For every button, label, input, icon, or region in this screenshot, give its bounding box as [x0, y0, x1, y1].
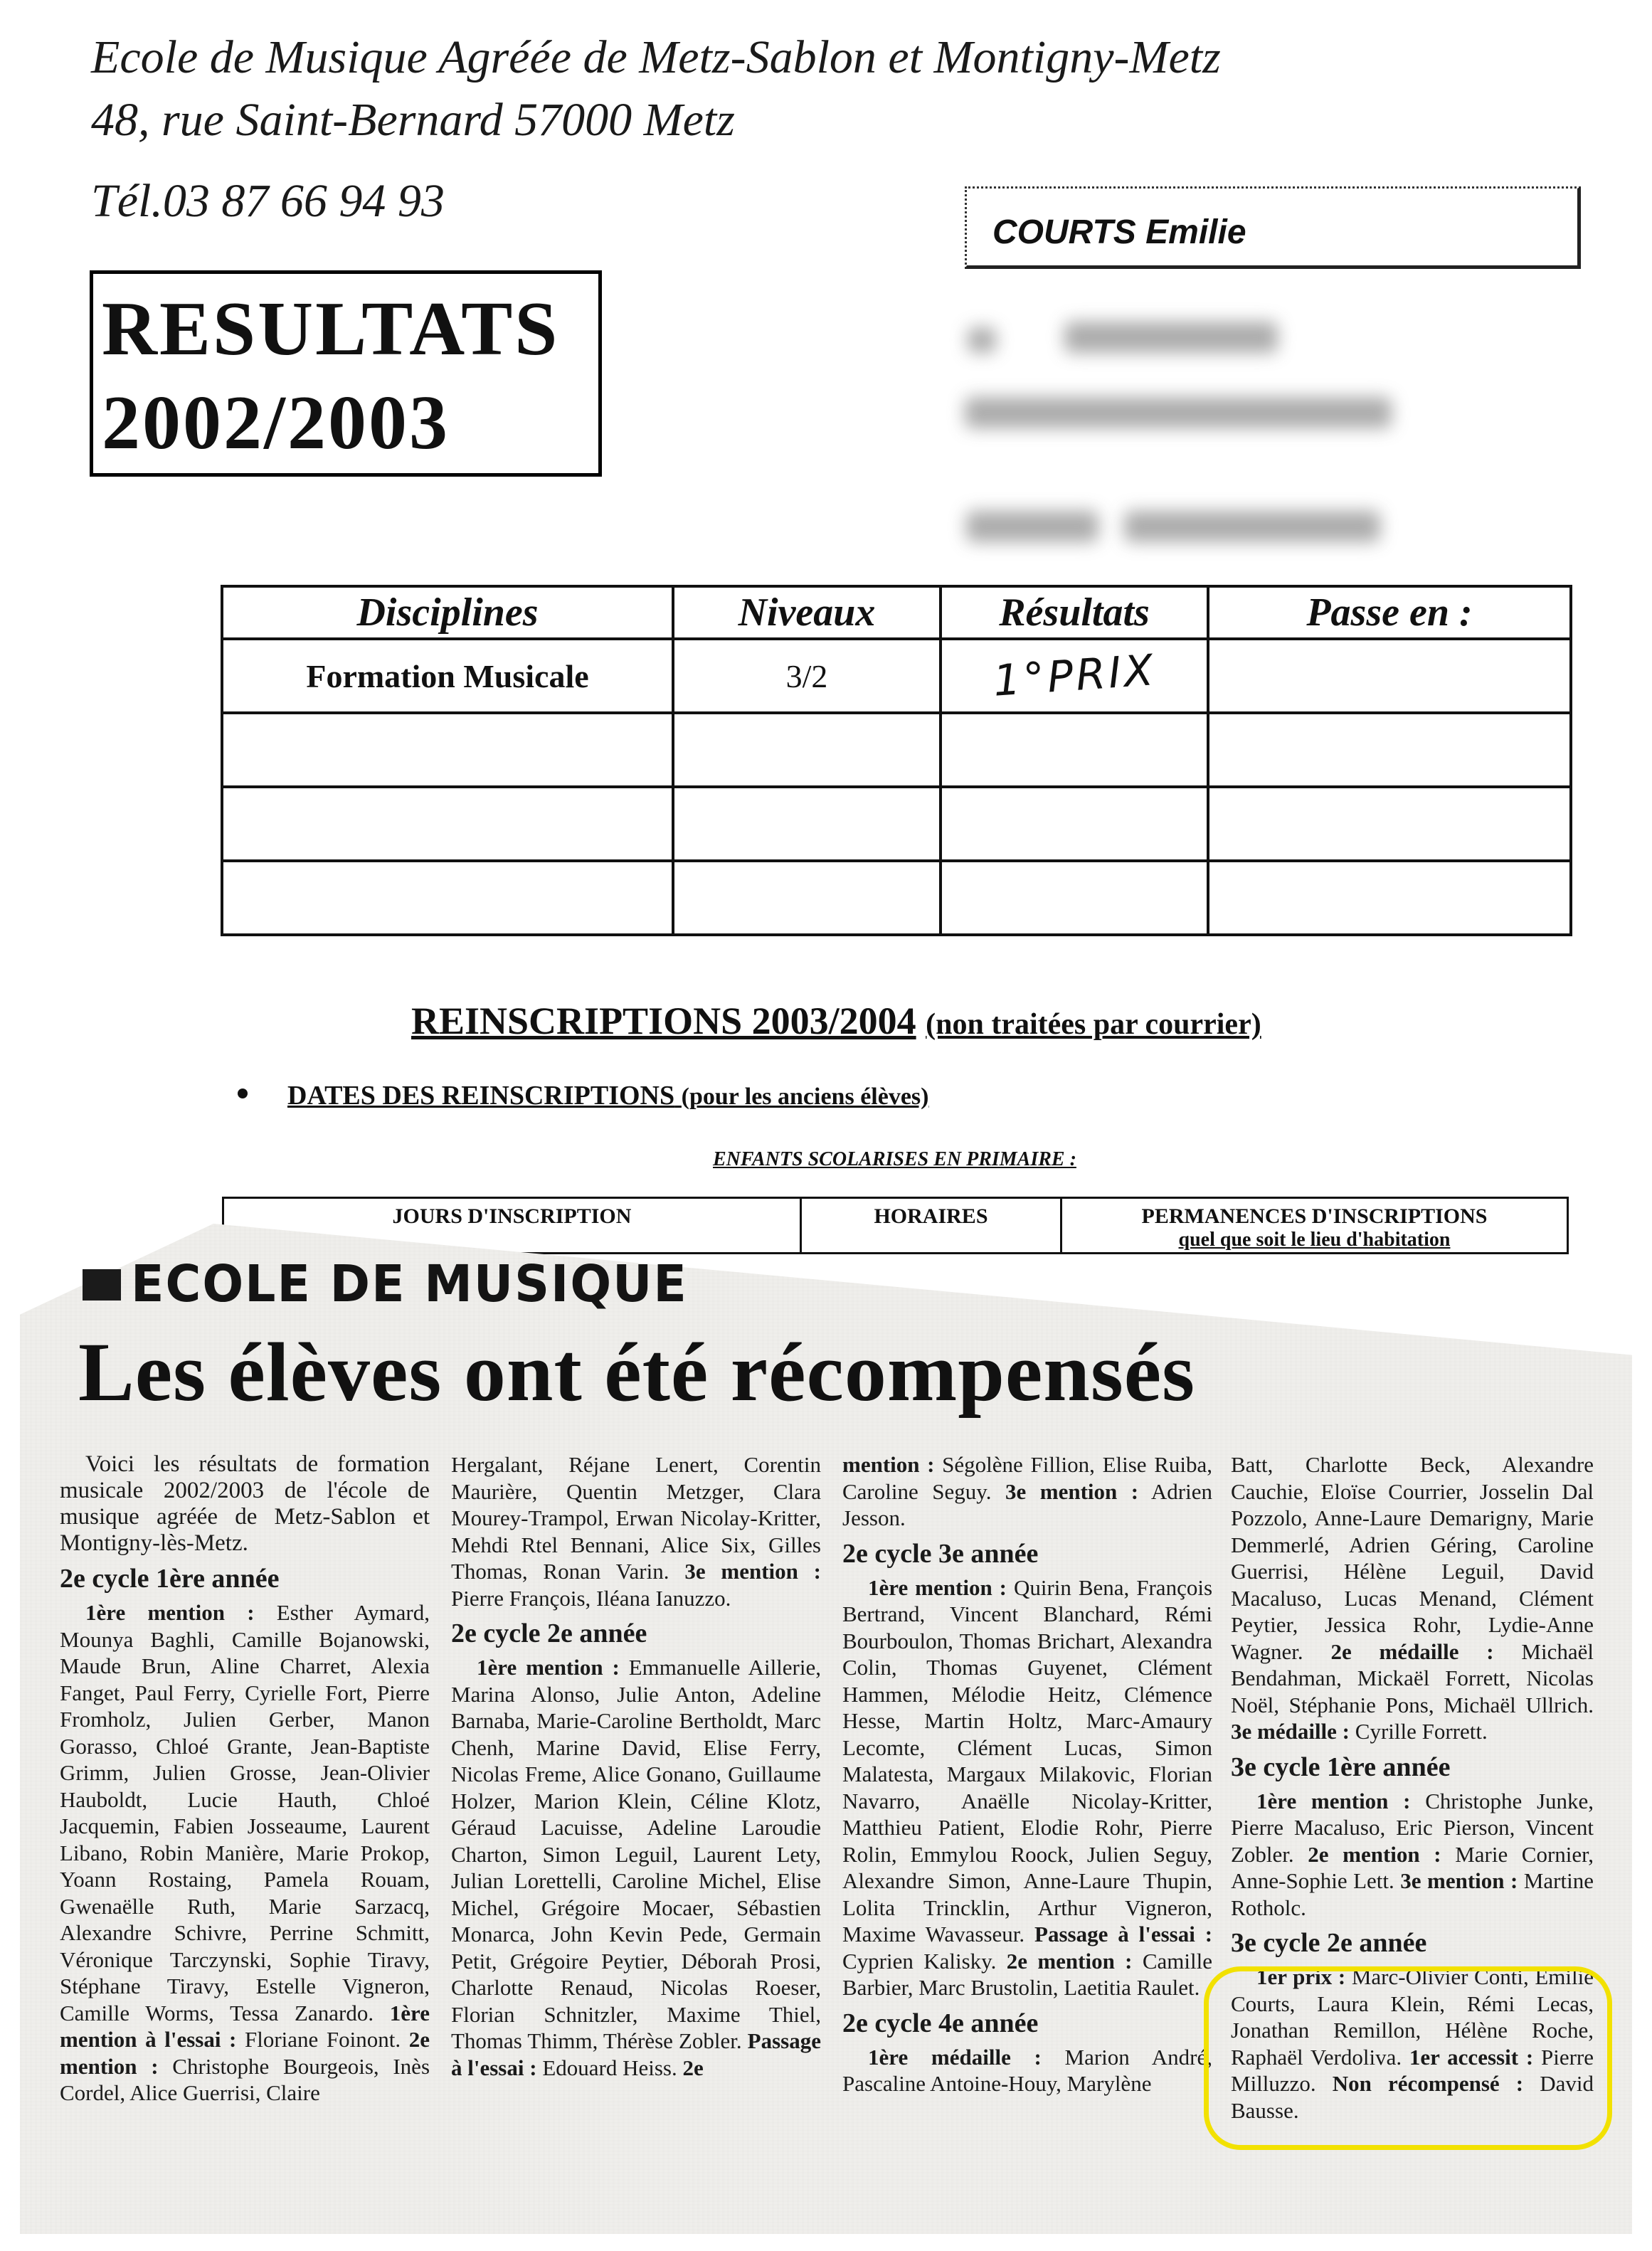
award-label: 1er prix :	[1256, 1964, 1346, 1989]
award-label: 2e mention :	[1308, 1841, 1441, 1867]
cell	[222, 787, 673, 861]
article-paragraph	[60, 1599, 430, 2107]
school-name: Ecole de Musique Agréée de Metz-Sablon et Montigny-Metz	[91, 31, 1221, 83]
article-paragraph	[842, 1451, 1212, 1532]
cell	[1208, 787, 1571, 861]
award-names: Marion André, Pascaline Antoine-Houy, Marylène	[842, 2044, 1212, 2096]
award-names: Batt, Charlotte Beck, Alexandre Cauchie, Eloïse Courrier, Josselin Dal Pozzolo, Anne-Laure Demarigny, Marie Demmerlé, Adrien Géring, Caroline Guerrisi, Hélène Leguil, David Macaluso, Lucas Menand, Clément Peytier, Jessica Rohr, Lydie-Anne Wagner.	[1231, 1452, 1594, 1664]
cell	[941, 787, 1208, 861]
award-names: Ségolène Fillion, Elise Ruiba, Caroline Seguy.	[842, 1452, 1213, 1504]
cell	[941, 861, 1208, 935]
header-permanences	[1061, 1198, 1568, 1254]
cell-discipline: Formation Musicale	[222, 639, 673, 713]
award-names: Adrien Jesson.	[842, 1478, 1213, 1530]
results-table	[221, 585, 1572, 936]
dates-reinscriptions	[287, 1080, 928, 1111]
award-names: Pierre François, Iléana Ianuzzo.	[451, 1585, 731, 1611]
results-header-row	[222, 586, 1571, 639]
article-paragraph	[1231, 1451, 1594, 1745]
award-label: 3e médaille :	[1231, 1719, 1350, 1744]
header-passe-en: Passe en :	[1208, 586, 1571, 639]
award-names: Emmanuelle Aillerie, Marina Alonso, Julie Anton, Adeline Barnaba, Marie-Caroline Bertholdt, Marc Chenh, Marine David, Elise Ferry, Nicolas Freme, Alice Gonano, Guillaume Holzer, Marion Klein, Céline Klotz, Géraud Lacuisse, Adeline Laroudie Charton, Simon Leguil, Laurent Lety, Julian Lorettelli, Caroline Michel, Elise Michel, Grégoire Mocaer, Sébastien Monarca, John Kevin Pede, Germain Petit, Grégoire Peytier, Déborah Prosi, Charlotte Renaud, Nicolas Roeser, Florian Schnitzler, Maxime Thiel, Thomas Thimm, Thérèse Zobler.	[451, 1655, 821, 2053]
cell	[1208, 713, 1571, 787]
award-names: Cyrille Forrett.	[1355, 1719, 1488, 1744]
award-label: 2e mention :	[1006, 1948, 1133, 1974]
highlight-circle	[1204, 1966, 1612, 2150]
award-label: 2e	[682, 2055, 704, 2080]
award-label: 1ère mention :	[477, 1655, 620, 1680]
dates-label: DATES DES REINSCRIPTIONS	[287, 1081, 675, 1111]
section-heading: 3e cycle 2e année	[1231, 1928, 1427, 1958]
award-names: Christophe Junke, Pierre Macaluso, Eric Pierson, Vincent Zobler.	[1231, 1788, 1594, 1867]
award-label: 1ère mention :	[1256, 1788, 1411, 1813]
article-paragraph	[1231, 1788, 1594, 1922]
bullet-icon	[238, 1089, 248, 1098]
article-column-2	[451, 1451, 821, 2081]
cell	[1208, 861, 1571, 935]
award-names: Marie Cornier, Anne-Sophie Lett.	[1231, 1841, 1594, 1893]
award-label: 1ère mention :	[85, 1600, 255, 1625]
results-title-box	[90, 270, 602, 477]
award-names: Christophe Bourgeois, Inès Cordel, Alice Guerrisi, Claire	[60, 2053, 430, 2105]
award-names: David Bausse.	[1231, 2071, 1594, 2123]
award-names: Michaël Bendahman, Mickaël Forrett, Nicolas Noël, Stéphanie Pons, Michaël Ullrich.	[1231, 1638, 1594, 1717]
award-label: Passage à l'essai :	[451, 2028, 821, 2080]
section-heading: 3e cycle 1ère année	[1231, 1752, 1451, 1782]
title-results: RESULTATS	[102, 287, 560, 371]
header-jours: JOURS D'INSCRIPTION	[223, 1198, 801, 1254]
reinscriptions-title	[411, 999, 1261, 1043]
article-headline: Les élèves ont été récompensés	[78, 1325, 1196, 1419]
award-names: Camille Barbier, Marc Brustolin, Laetitia Raulet.	[842, 1948, 1212, 2000]
student-name-box	[965, 186, 1581, 269]
header-niveaux: Niveaux	[673, 586, 941, 639]
award-names: Edouard Heiss.	[542, 2055, 677, 2080]
award-names: Quirin Bena, François Bertrand, Vincent Blanchard, Rémi Bourboulon, Thomas Brichart, Alexandra Colin, Thomas Guyenet, Clément Hammen, Mélodie Heitz, Clémence Hesse, Martin Holtz, Marc-Amaury Lecomte, Clément Lucas, Simon Malatesta, Margaux Milakovic, Florian Navarro, Anaëlle Nicolay-Kritter, Matthieu Patient, Elodie Rohr, Pierre Rolin, Emmylou Roock, Julien Seguy, Alexandre Simon, Anne-Laure Thupin, Lolita Trincklin, Arthur Vigneron, Maxime Wavasseur.	[842, 1574, 1213, 1947]
article-column-1	[60, 1451, 430, 2107]
enfants-label: ENFANTS SCOLARISES EN PRIMAIRE :	[713, 1148, 1076, 1170]
redacted-city	[1124, 511, 1380, 542]
award-label: Passage à l'essai :	[1034, 1922, 1213, 1947]
redacted-postcode	[966, 511, 1098, 542]
award-label: 1ère mention à l'essai :	[60, 2000, 430, 2052]
award-names: Esther Aymard, Mounya Baghli, Camille Bojanowski, Maude Brun, Aline Charret, Alexia Fanget, Paul Ferry, Cyrielle Fort, Pierre Fromholz, Julien Gerber, Manon Gorasso, Chloé Grante, Jean-Baptiste Grimm, Julien Grosse, Jean-Olivier Hauboldt, Lucie Hauth, Chloé Jacquemin, Fabien Josseaume, Laurent Libano, Robin Manière, Marie Prokop, Yoann Rostaing, Pamela Rouam, Gwenaëlle Ruth, Marie Sarzacq, Alexandre Schivre, Perrine Schmitt, Véronique Tarczynski, Sophie Tiravy, Stéphane Tiravy, Estelle Vigneron, Camille Worms, Tessa Zanardo.	[60, 1600, 430, 2025]
section-heading: 2e cycle 3e année	[842, 1538, 1039, 1569]
section-heading: 2e cycle 4e année	[842, 2008, 1039, 2038]
award-names: Cyprien Kalisky.	[842, 1948, 997, 1974]
article-paragraph	[842, 1574, 1212, 2001]
dates-note: (pour les anciens élèves)	[681, 1084, 929, 1110]
article-paragraph	[451, 1451, 821, 1611]
cell-niveau: 3/2	[673, 639, 941, 713]
student-name: COURTS Emilie	[992, 213, 1246, 251]
article-paragraph	[451, 1654, 821, 2081]
reinscriptions-note: (non traitées par courrier)	[926, 1008, 1261, 1041]
award-label: 3e mention :	[684, 1559, 821, 1584]
redacted-surname	[1064, 322, 1278, 353]
award-names: Floriane Foinont.	[244, 2027, 401, 2052]
section-heading: 2e cycle 2e année	[451, 1619, 647, 1648]
award-label: 2e médaille :	[1330, 1638, 1494, 1664]
award-label: 1ère médaille :	[868, 2044, 1042, 2070]
cell	[673, 787, 941, 861]
header-resultats: Résultats	[941, 586, 1208, 639]
permanences-title: PERMANENCES D'INSCRIPTIONS	[1141, 1204, 1488, 1228]
table-row	[222, 639, 1571, 713]
award-label: mention :	[842, 1452, 935, 1477]
article-intro: Voici les résultats de formation musicale 2002/2003 de l'école de musique agréée de Metz-Sablon et Montigny-lès-Metz.	[60, 1451, 430, 1556]
award-label: 3e mention :	[1005, 1478, 1139, 1504]
kicker-square-icon	[83, 1269, 121, 1301]
award-names: Marc-Olivier Conti, Emilie Courts, Laura Klein, Rémi Lecas, Jonathan Remillon, Hélène Roche, Raphaël Verdoliva.	[1231, 1964, 1594, 2070]
article-paragraph	[842, 2044, 1212, 2097]
award-names: Pierre Milluzzo.	[1231, 2044, 1594, 2096]
reinscriptions-heading: REINSCRIPTIONS 2003/2004	[411, 1000, 916, 1042]
school-address: 48, rue Saint-Bernard 57000 Metz	[91, 94, 735, 146]
award-label: 1ère mention :	[868, 1574, 1007, 1600]
redacted-street	[965, 397, 1392, 428]
cell-passe-en	[1208, 639, 1571, 713]
section-heading: 2e cycle 1ère année	[60, 1564, 280, 1594]
award-label: 1er accessit :	[1409, 2044, 1534, 2070]
school-phone: Tél.03 87 66 94 93	[91, 175, 445, 227]
cell	[673, 861, 941, 935]
article-column-3	[842, 1451, 1212, 2097]
award-names: Martine Rotholc.	[1231, 1868, 1594, 1920]
award-label: 3e mention :	[1400, 1868, 1518, 1893]
header-disciplines: Disciplines	[222, 586, 673, 639]
table-row	[222, 787, 1571, 861]
award-label: Non récompensé :	[1332, 2071, 1524, 2096]
award-label: 2e mention :	[60, 2027, 430, 2079]
cell	[673, 713, 941, 787]
cell	[222, 713, 673, 787]
table-row	[222, 713, 1571, 787]
table-row	[222, 861, 1571, 935]
header-horaires: HORAIRES	[801, 1198, 1061, 1254]
title-year: 2002/2003	[102, 381, 450, 465]
cell	[222, 861, 673, 935]
redacted-civility	[968, 327, 996, 353]
award-names: Hergalant, Réjane Lenert, Corentin Maurière, Quentin Metzger, Clara Mourey-Trampol, Erwan Nicolay-Kritter, Mehdi Rtel Bennani, Alice Six, Gilles Thomas, Ronan Varin.	[451, 1452, 821, 1584]
handwritten-result: 1°PRIX	[991, 645, 1158, 706]
cell-resultat	[941, 639, 1208, 713]
article-kicker: ECOLE DE MUSIQUE	[131, 1255, 688, 1314]
cell	[941, 713, 1208, 787]
permanences-subtitle: quel que soit le lieu d'habitation	[1178, 1229, 1451, 1251]
